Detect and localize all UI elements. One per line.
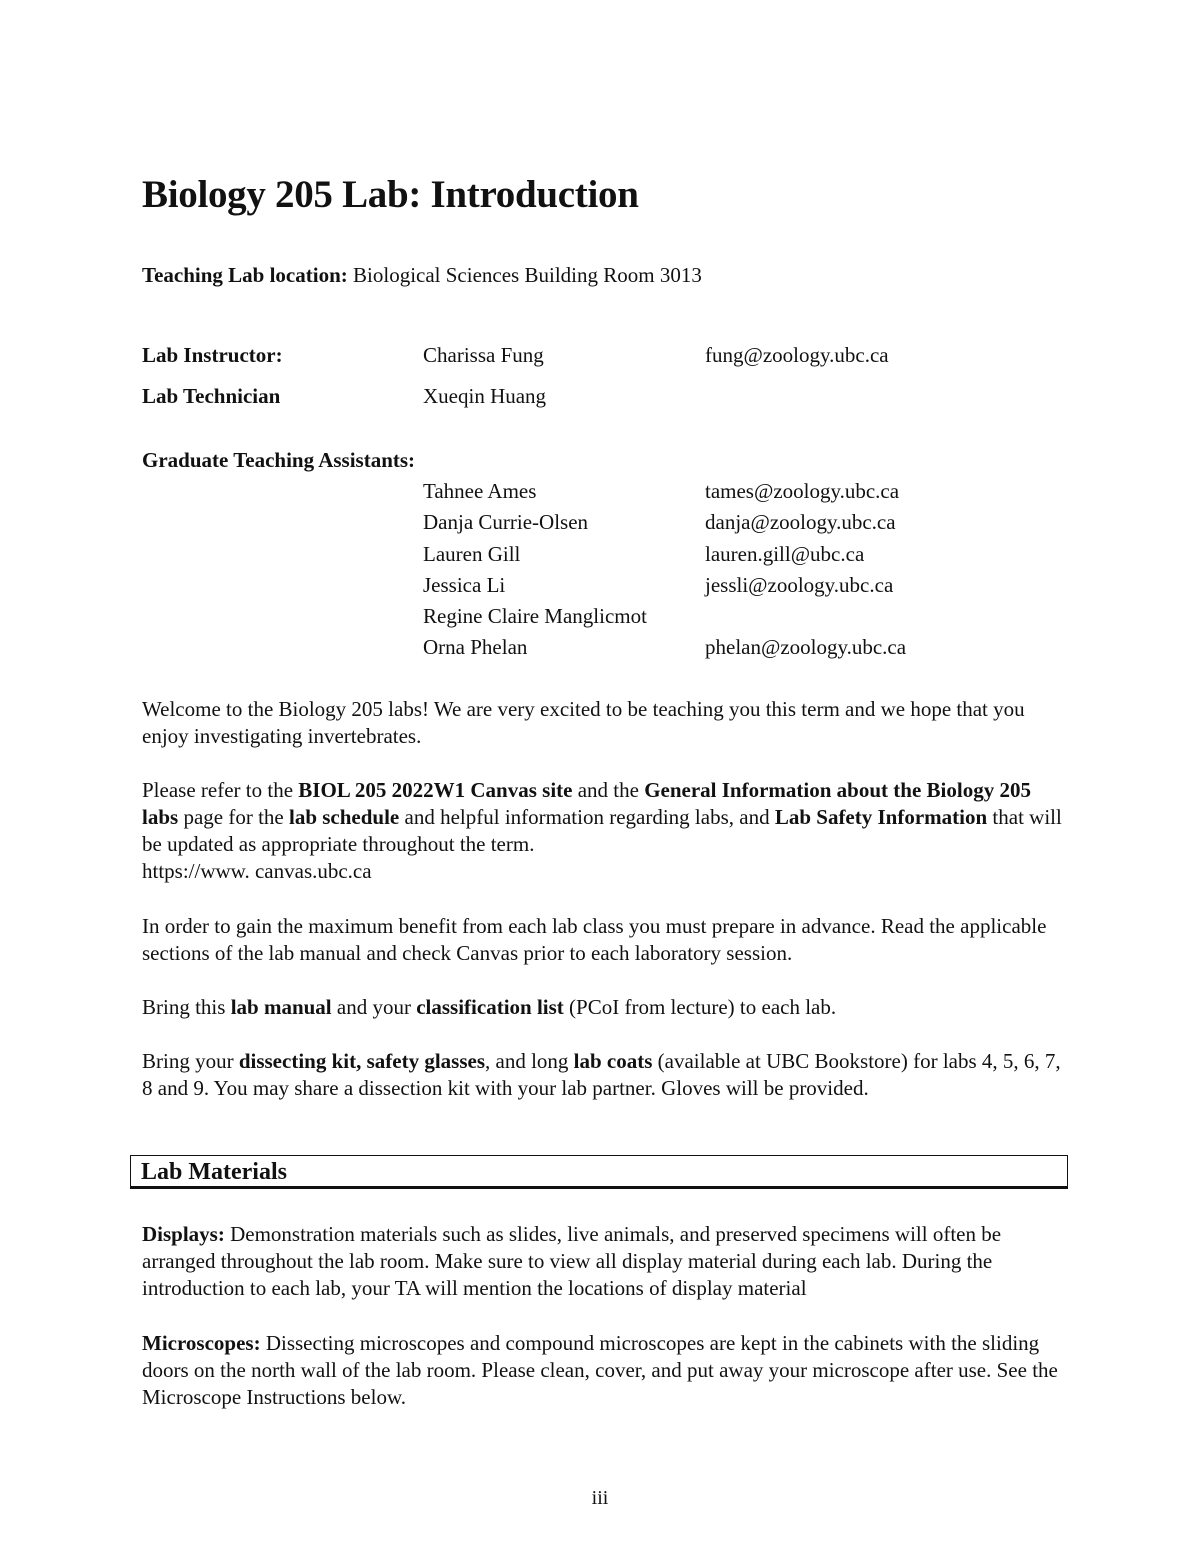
- lab-location-label: Teaching Lab location:: [142, 263, 348, 287]
- ta-heading: Graduate Teaching Assistants:: [142, 448, 416, 472]
- lab-coats-text: lab coats: [573, 1049, 653, 1073]
- section-header-box: [130, 1155, 1068, 1189]
- bring-kit-paragraph: Bring your dissecting kit, safety glasses, and long lab coats (available at UBC Bookstore) for labs 4, 5, 6, 7, 8 and 9. You may share a dissection kit with your lab partner. Gloves will be provided.: [142, 1049, 1061, 1100]
- general-info-text: General Information about the Biology 205 labs: [142, 778, 1031, 829]
- ta-name: Regine Claire Manglicmot: [423, 604, 647, 628]
- prepare-paragraph: In order to gain the maximum benefit from each lab class you must prepare in advance. Read the applicable sections of the lab manual and check Canvas prior to each laboratory session.: [142, 914, 1047, 965]
- ta-email: danja@zoology.ubc.ca: [705, 510, 896, 534]
- welcome-paragraph: Welcome to the Biology 205 labs! We are very excited to be teaching you this term and we hope that you enjoy investigating invertebrates.: [142, 697, 1025, 748]
- ta-name: Tahnee Ames: [423, 479, 537, 503]
- lab-schedule-text: lab schedule: [288, 805, 400, 829]
- ta-email: jessli@zoology.ubc.ca: [705, 573, 894, 597]
- lab-safety-text: Lab Safety Information: [774, 805, 988, 829]
- dissecting-kit-text: dissecting kit, safety glasses: [238, 1049, 485, 1073]
- ta-name: Danja Currie-Olsen: [423, 510, 589, 534]
- classification-list-text: classification list: [416, 995, 564, 1019]
- ta-name: Jessica Li: [423, 573, 506, 597]
- section-title: Lab Materials: [141, 1159, 287, 1185]
- bring-manual-paragraph: Bring this lab manual and your classification list (PCoI from lecture) to each lab.: [142, 995, 837, 1019]
- lab-location-value: Biological Sciences Building Room 3013: [353, 263, 702, 287]
- canvas-paragraph: Please refer to the BIOL 205 2022W1 Canvas site and the General Information about the Biology 205 labs page for the lab schedule and helpful information regarding labs, and Lab Safety Information that will be updated as appropriate throughout the term. https://www. canvas.ubc.ca: [142, 778, 1062, 883]
- canvas-site-text: BIOL 205 2022W1 Canvas site: [298, 778, 573, 802]
- technician-name: Xueqin Huang: [423, 384, 547, 408]
- technician-label: Lab Technician: [142, 384, 281, 408]
- microscopes-paragraph: Microscopes: Dissecting microscopes and compound microscopes are kept in the cabinets with the sliding doors on the north wall of the lab room. Please clean, cover, and put away your microscope after use. See the Microscope Instructions below.: [142, 1331, 1058, 1409]
- ta-name: Lauren Gill: [423, 542, 521, 566]
- canvas-url[interactable]: https://www. canvas.ubc.ca: [142, 859, 372, 883]
- ta-email: tames@zoology.ubc.ca: [705, 479, 900, 503]
- instructor-name: Charissa Fung: [423, 343, 544, 367]
- displays-paragraph: Displays: Demonstration materials such as slides, live animals, and preserved specimens will often be arranged throughout the lab room. Make sure to view all display material during each lab. During the introduction to each lab, your TA will mention the locations of display material: [142, 1222, 1002, 1300]
- ta-email: lauren.gill@ubc.ca: [705, 542, 865, 566]
- lab-location: [142, 263, 702, 288]
- ta-email: phelan@zoology.ubc.ca: [705, 635, 907, 659]
- page-number: iii: [591, 1487, 609, 1509]
- displays-label: Displays:: [142, 1222, 225, 1246]
- instructor-label: Lab Instructor:: [142, 343, 283, 367]
- microscopes-label: Microscopes:: [142, 1331, 261, 1355]
- lab-manual-text: lab manual: [230, 995, 332, 1019]
- ta-name: Orna Phelan: [423, 635, 528, 659]
- instructor-email: fung@zoology.ubc.ca: [705, 343, 889, 367]
- page-title: Biology 205 Lab: Introduction: [142, 173, 639, 216]
